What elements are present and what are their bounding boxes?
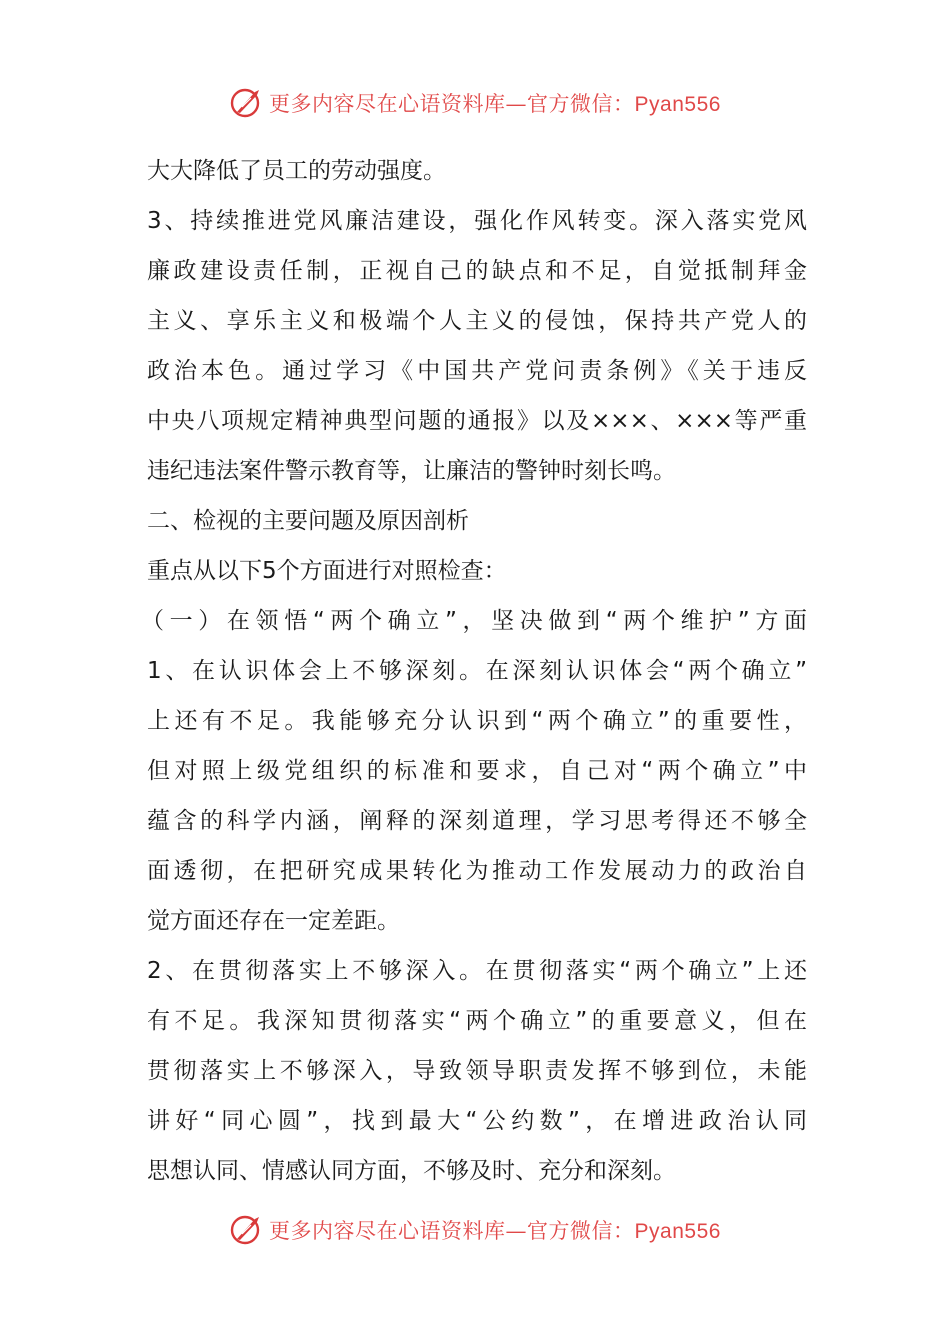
text-line: 违纪违法案件警示教育等，让廉洁的警钟时刻长鸣。	[147, 458, 676, 484]
text-line: 思想认同、情感认同方面，不够及时、充分和深刻。	[147, 1158, 676, 1184]
text-line: 大大降低了员工的劳动强度。	[147, 158, 446, 184]
text-line: 廉政建设责任制，正视自己的缺点和不足，自觉抵制拜金	[147, 258, 807, 284]
text-line: 觉方面还存在一定差距。	[147, 908, 400, 934]
text-line: 主义、享乐主义和极端个人主义的侵蚀，保持共产党人的	[147, 308, 807, 334]
watermark-text: 更多内容尽在心语资料库—官方微信：Pyan556	[269, 92, 721, 116]
text-line: 2、在贯彻落实上不够深入。在贯彻落实“两个确立”上还	[147, 958, 807, 984]
text-line: 但对照上级党组织的标准和要求，自己对“两个确立”中	[147, 758, 807, 784]
watermark-wechat-id: Pyan556	[634, 93, 721, 116]
text-line: 重点从以下5个方面进行对照检查：	[147, 558, 507, 584]
quill-logo-icon	[229, 85, 265, 121]
footer-watermark	[0, 1210, 950, 1250]
watermark-text: 更多内容尽在心语资料库—官方微信：Pyan556	[269, 1219, 721, 1243]
subsection-heading: （一）在领悟“两个确立”，坚决做到“两个维护”方面	[141, 608, 807, 634]
watermark-wechat-id: Pyan556	[634, 1220, 721, 1243]
document-body	[141, 146, 807, 1196]
text-line: 有不足。我深知贯彻落实“两个确立”的重要意义，但在	[147, 1008, 807, 1034]
text-line: 3、持续推进党风廉洁建设，强化作风转变。深入落实党风	[147, 208, 807, 234]
text-line: 蕴含的科学内涵，阐释的深刻道理，学习思考得还不够全	[147, 808, 807, 834]
header-watermark	[0, 83, 950, 123]
text-line: 面透彻，在把研究成果转化为推动工作发展动力的政治自	[147, 858, 807, 884]
text-line: 1、在认识体会上不够深刻。在深刻认识体会“两个确立”	[147, 658, 807, 684]
text-line: 贯彻落实上不够深入，导致领导职责发挥不够到位，未能	[147, 1058, 807, 1084]
section-heading: 二、检视的主要问题及原因剖析	[147, 508, 469, 534]
text-line: 政治本色。通过学习《中国共产党问责条例》《关于违反	[147, 358, 807, 384]
text-line: 中央八项规定精神典型问题的通报》以及×××、×××等严重	[147, 408, 807, 434]
text-line: 上还有不足。我能够充分认识到“两个确立”的重要性，	[147, 708, 807, 734]
text-line: 讲好“同心圆”，找到最大“公约数”，在增进政治认同	[147, 1108, 807, 1134]
quill-logo-icon	[229, 1212, 265, 1248]
